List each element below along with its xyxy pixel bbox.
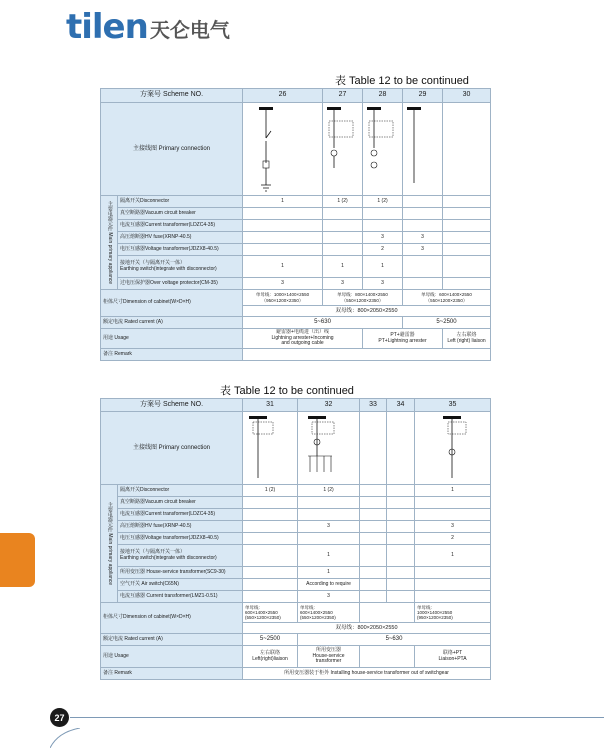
row-label: 真空断路器Vacuum circuit breaker <box>118 208 243 220</box>
table-cell: 1 (2) <box>243 485 298 497</box>
row-label: 空气开关 Air switch(C65N) <box>118 579 243 591</box>
table-cell <box>243 567 298 579</box>
dims-title: 单母线： <box>245 604 264 610</box>
usage-cn: 左右联络 <box>456 331 477 338</box>
table2-row <box>101 591 491 603</box>
usage-en: Lightning arrester+Incoming <box>271 334 334 341</box>
dims-sub: （550×1200×2350） <box>425 297 468 303</box>
usage-en: Liaison+PTA <box>438 655 467 662</box>
dims-line: (550×1200×2350) <box>300 615 336 621</box>
scheme-number: 29 <box>403 89 443 103</box>
table-cell <box>243 232 323 244</box>
table-cell <box>243 220 323 232</box>
usage-cell <box>243 646 298 668</box>
table-cell <box>443 196 491 208</box>
table1-diagram-label: 主接线图 Primary connection <box>101 103 243 196</box>
scheme-26-diagram <box>243 103 323 196</box>
scheme-number: 35 <box>415 399 491 412</box>
table2-row <box>101 533 491 545</box>
row-label: 电压互感器Voltage transformer(JDZX8-40.5) <box>118 244 243 256</box>
table-cell: 3 <box>243 278 323 290</box>
table-cell <box>403 208 443 220</box>
scheme-30-diagram <box>443 103 491 196</box>
scheme-number: 33 <box>360 399 387 412</box>
table-cell: 3 <box>415 521 491 533</box>
circuit-diagram-icon <box>363 103 403 195</box>
table-cell: 1 <box>415 545 491 567</box>
circuit-diagram-icon <box>243 412 298 484</box>
footer-curve-icon <box>50 728 80 748</box>
table-cell <box>443 256 491 278</box>
table2-row <box>101 521 491 533</box>
table1-diagram-row <box>101 103 491 196</box>
dims-title: 单母线： <box>417 604 436 610</box>
table-cell: 1 (2) <box>298 485 360 497</box>
table-cell <box>243 533 298 545</box>
table-cell <box>403 220 443 232</box>
usage-cn: 避雷器+电缆进（出）线 <box>276 328 329 335</box>
usage-label: 用途 Usage <box>101 646 243 668</box>
dims-cell <box>415 603 491 623</box>
table-cell <box>387 533 415 545</box>
table-cell: 3 <box>363 278 403 290</box>
table-cell: 3 <box>363 232 403 244</box>
table-cell: 1 (2) <box>363 196 403 208</box>
table1-usage-row <box>101 329 491 349</box>
row-label <box>118 256 243 278</box>
table2-header-row <box>101 399 491 412</box>
table-cell <box>243 509 298 521</box>
table-cell <box>360 521 387 533</box>
dims-title: 单母线：1000×1400×2550 <box>255 292 310 298</box>
cabinet-label: 柜体尺寸Dimension of cabinet(W×D×H) <box>101 290 243 317</box>
table-cell <box>360 533 387 545</box>
table2-row <box>101 545 491 567</box>
usage-cell <box>243 329 363 349</box>
cabinet-label: 柜体尺寸Dimension of cabinet(W×D×H) <box>101 603 243 634</box>
table1-dims-row <box>101 290 491 306</box>
table1-row <box>101 278 491 290</box>
row-label-en: Earthing switch(integrate with disconnector) <box>120 265 217 272</box>
table-cell <box>360 485 387 497</box>
table-cell <box>298 533 360 545</box>
circuit-diagram-icon <box>323 103 363 195</box>
usage-cell <box>298 646 360 668</box>
row-label <box>118 545 243 567</box>
table-cell: 1 <box>298 545 360 567</box>
table2-row <box>101 567 491 579</box>
table2-scheme-label: 方案号 Scheme NO. <box>101 399 243 412</box>
row-label: 真空断路器Vacuum circuit breaker <box>118 497 243 509</box>
dims-cell <box>323 290 403 306</box>
table-cell <box>360 567 387 579</box>
table1-row <box>101 196 491 208</box>
table-cell <box>360 509 387 521</box>
dims-sub: （950×1200×2350） <box>261 297 304 303</box>
dims-cell <box>360 603 415 623</box>
table1-row <box>101 244 491 256</box>
dims-line: (950×1200×2350) <box>417 615 453 621</box>
dims-sub: （550×1200×2350） <box>341 297 384 303</box>
table-cell <box>243 244 323 256</box>
row-label-en: Earthing switch(integrate with disconnector) <box>120 554 217 561</box>
brand-logo <box>66 7 230 47</box>
table2-row <box>101 579 491 591</box>
table-cell <box>363 220 403 232</box>
table-cell: 2 <box>415 533 491 545</box>
table-cell <box>323 208 363 220</box>
dims-line: 600×1400×2550 <box>300 609 333 615</box>
table1-caption: 表 Table 12 to be continued <box>335 75 469 87</box>
table-cell <box>323 220 363 232</box>
scheme-number: 27 <box>323 89 363 103</box>
table-cell <box>415 591 491 603</box>
table1-group-label: 主要电器元件 Main primary appliance <box>101 196 118 290</box>
scheme-number: 34 <box>387 399 415 412</box>
scheme-number: 31 <box>243 399 298 412</box>
table-cell <box>403 278 443 290</box>
current-label: 额定电流 Rated current (A) <box>101 317 243 329</box>
table2-remark-row <box>101 668 491 680</box>
scheme-28-diagram <box>363 103 403 196</box>
table-cell <box>360 497 387 509</box>
table-cell <box>443 220 491 232</box>
table-cell <box>298 509 360 521</box>
table2-diagram-label: 主接线图 Primary connection <box>101 412 243 485</box>
scheme-27-diagram <box>323 103 363 196</box>
usage-en: House-service <box>312 652 345 659</box>
table1-row <box>101 232 491 244</box>
table-cell <box>243 208 323 220</box>
table2-group-label: 主要电器元件 Main primary appliance <box>101 485 118 603</box>
table1-row <box>101 220 491 232</box>
table-cell: 3 <box>298 591 360 603</box>
current-value: 5~630 <box>243 317 403 329</box>
table1-current-row <box>101 317 491 329</box>
circuit-diagram-icon <box>243 103 323 195</box>
dims-cell <box>403 290 491 306</box>
scheme-number: 30 <box>443 89 491 103</box>
table1 <box>100 88 491 361</box>
row-label: 所用变压器 House-service transformer(SC9-30) <box>118 567 243 579</box>
brand-name-en: tilen <box>66 7 148 47</box>
dims-line: (550×1200×2350) <box>245 615 281 621</box>
remark-label: 备注 Remark <box>101 349 243 361</box>
table-cell <box>387 545 415 567</box>
usage-cn: 所用变压器 <box>316 646 342 653</box>
table-cell: 1 <box>243 196 323 208</box>
table-cell <box>415 509 491 521</box>
table2-current-row <box>101 634 491 646</box>
table2-usage-row <box>101 646 491 668</box>
table-cell: According to require <box>298 579 360 591</box>
table-cell <box>243 497 298 509</box>
table2-row <box>101 485 491 497</box>
table-cell <box>243 591 298 603</box>
table-cell <box>443 232 491 244</box>
table-cell <box>443 208 491 220</box>
table-cell <box>323 232 363 244</box>
usage-cell <box>360 646 415 668</box>
row-label: 高压熔断器HV fuse(XRNP-40.5) <box>118 521 243 533</box>
circuit-diagram-icon <box>415 412 491 484</box>
table-cell <box>323 244 363 256</box>
chapter-tab <box>0 533 35 587</box>
table1-remark-row <box>101 349 491 361</box>
remark-label: 备注 Remark <box>101 668 243 680</box>
table-cell: 3 <box>323 278 363 290</box>
table-cell: 3 <box>298 521 360 533</box>
table-cell: 3 <box>403 244 443 256</box>
table-cell <box>360 545 387 567</box>
table-cell <box>443 278 491 290</box>
scheme-31-diagram <box>243 412 298 485</box>
table2-caption: 表 Table 12 to be continued <box>220 385 354 397</box>
table-cell: 1 <box>323 256 363 278</box>
table-cell <box>415 497 491 509</box>
table-cell: 1 <box>363 256 403 278</box>
scheme-number: 26 <box>243 89 323 103</box>
row-label-cn: 接地开关（与隔离开关一体） <box>120 259 186 266</box>
dims-cell <box>298 603 360 623</box>
table1-scheme-label: 方案号 Scheme NO. <box>101 89 243 103</box>
page-number: 27 <box>50 708 69 727</box>
circuit-diagram-icon <box>403 103 443 195</box>
usage-cn: 联络+PT <box>442 649 463 656</box>
table-cell <box>415 579 491 591</box>
dims-line: 1000×1400×2550 <box>417 609 453 615</box>
brand-name-cn: 天仑电气 <box>149 18 230 42</box>
table-cell: 1 <box>243 256 323 278</box>
table1-row <box>101 208 491 220</box>
table-cell <box>243 579 298 591</box>
scheme-35-diagram <box>415 412 491 485</box>
dims-double: 双母线：800×2050×2550 <box>243 623 491 634</box>
table-cell <box>298 497 360 509</box>
usage-cell <box>363 329 443 349</box>
table-cell <box>360 591 387 603</box>
table1-header-row <box>101 89 491 103</box>
table-cell: 3 <box>403 232 443 244</box>
table2-row <box>101 497 491 509</box>
usage-cn: PT+避雷器 <box>390 331 415 338</box>
dims-cell <box>243 603 298 623</box>
dims-double: 双母线：800×2050×2550 <box>243 306 491 317</box>
row-label: 电流互感器Current transformer(LDZC4-35) <box>118 509 243 521</box>
scheme-number: 32 <box>298 399 360 412</box>
usage-en: Left (right) liaison <box>447 337 486 344</box>
table-cell <box>387 497 415 509</box>
table-cell <box>415 567 491 579</box>
table-cell <box>403 256 443 278</box>
table-cell <box>387 567 415 579</box>
table-cell <box>387 591 415 603</box>
row-label: 电流互感器Current transformer(LDZC4-35) <box>118 220 243 232</box>
circuit-diagram-icon <box>298 412 360 484</box>
table2-diagram-row <box>101 412 491 485</box>
usage-en: and outgoing cable <box>281 340 324 347</box>
row-label: 隔离开关Disconnector <box>118 485 243 497</box>
current-value: 5~2500 <box>403 317 491 329</box>
table2 <box>100 398 491 680</box>
row-label-cn: 接地开关（与隔离开关一体） <box>120 548 186 555</box>
usage-cell <box>415 646 491 668</box>
table2-dims-row <box>101 603 491 623</box>
usage-en: PT+Lightning arrester <box>378 337 427 344</box>
scheme-29-diagram <box>403 103 443 196</box>
table-cell <box>243 545 298 567</box>
dims-title: 单母线： <box>300 604 319 610</box>
row-label: 电流互感器 Current transformer(LMZ1-0.51) <box>118 591 243 603</box>
dims-cell <box>243 290 323 306</box>
table-cell <box>363 208 403 220</box>
table-cell <box>387 579 415 591</box>
table1-row <box>101 256 491 278</box>
table-cell <box>403 196 443 208</box>
table-cell <box>443 244 491 256</box>
row-label: 电压互感器Voltage transformer(JDZX8-40.5) <box>118 533 243 545</box>
table-cell: 1 <box>298 567 360 579</box>
usage-cn: 左右联络 <box>260 649 281 656</box>
footer-rule <box>70 717 604 718</box>
usage-cell <box>443 329 491 349</box>
usage-en: transformer <box>315 658 342 665</box>
current-label: 额定电流 Rated current (A) <box>101 634 243 646</box>
remark-cell: 所用变压器装于柜外 Installing house-service transformer out of switchgear <box>243 668 491 680</box>
row-label: 隔离开关Disconnector <box>118 196 243 208</box>
scheme-number: 28 <box>363 89 403 103</box>
table-cell: 2 <box>363 244 403 256</box>
scheme-33-diagram <box>360 412 387 485</box>
table-cell <box>387 509 415 521</box>
dims-title: 单母线：600×1400×2550 <box>421 292 472 298</box>
current-value: 5~2500 <box>243 634 298 646</box>
table-cell <box>360 579 387 591</box>
scheme-34-diagram <box>387 412 415 485</box>
table-cell: 1 <box>415 485 491 497</box>
dims-title: 单母线：800×1400×2550 <box>337 292 388 298</box>
remark-cell <box>243 349 491 361</box>
table-cell: 1 (2) <box>323 196 363 208</box>
table-cell <box>387 485 415 497</box>
scheme-32-diagram <box>298 412 360 485</box>
usage-en: Left(right)liaison <box>252 655 288 662</box>
table2-row <box>101 509 491 521</box>
table-cell <box>243 521 298 533</box>
row-label: 过电压保护器Over voltage protector(CM-35) <box>118 278 243 290</box>
usage-label: 用途 Usage <box>101 329 243 349</box>
current-value: 5~630 <box>298 634 491 646</box>
dims-line: 600×1400×2550 <box>245 609 278 615</box>
table-cell <box>387 521 415 533</box>
row-label: 高压熔断器HV fuse(XRNP-40.5) <box>118 232 243 244</box>
